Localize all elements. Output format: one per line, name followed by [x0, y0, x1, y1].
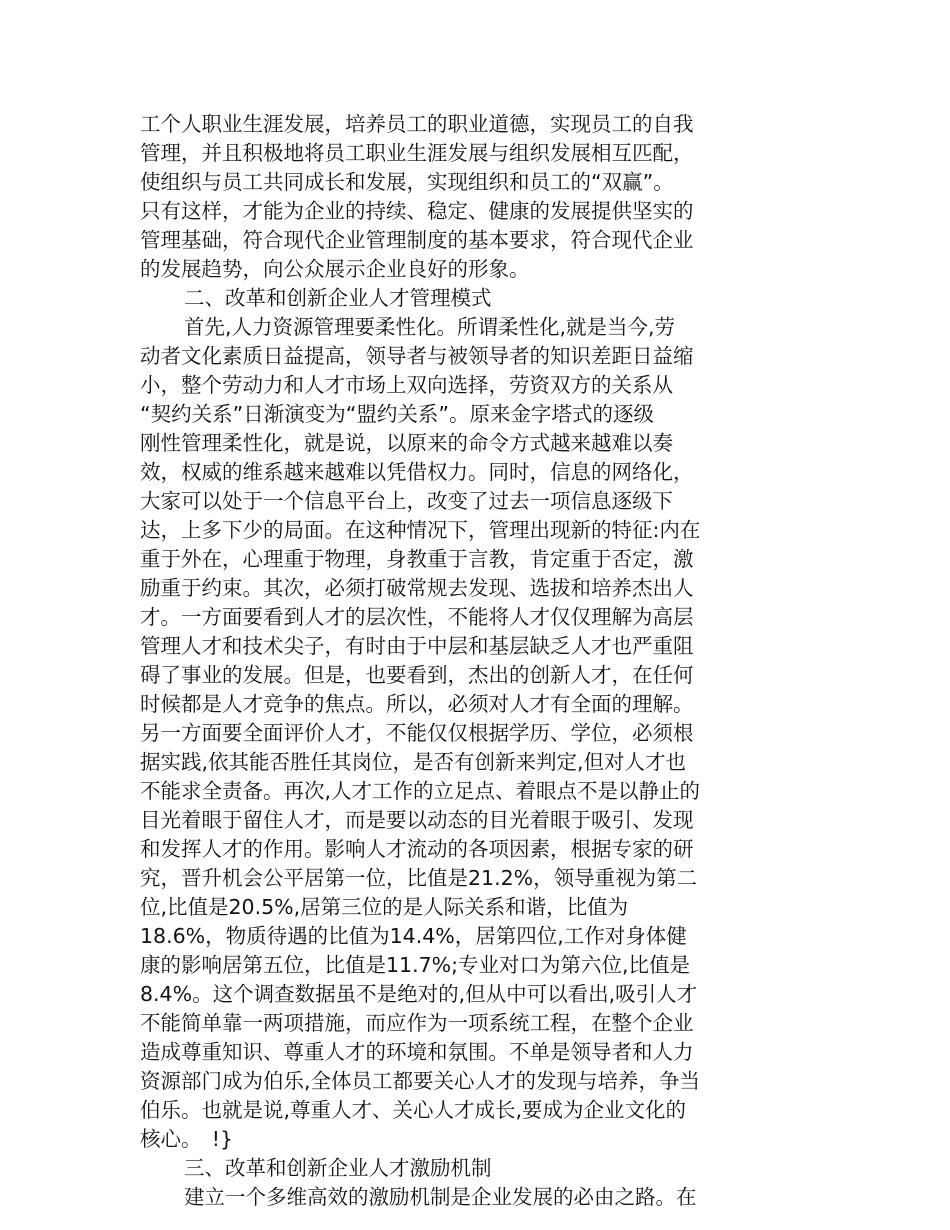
text-line: 另一方面要全面评价人才，不能仅仅根据学历、学位，必须根	[140, 721, 694, 745]
text-line: 康的影响居第五位，比值是11.7%;专业对口为第六位,比值是	[140, 953, 691, 977]
text-line: 伯乐。也就是说,尊重人才、关心人才成长,要成为企业文化的	[140, 1098, 687, 1122]
text-line: 效，权威的维系越来越难以凭借权力。同时，信息的网络化，	[140, 460, 694, 484]
text-line: 8.4%。这个调查数据虽不是绝对的,但从中可以看出,吸引人才	[140, 982, 698, 1006]
text-line: 和发挥人才的作用。影响人才流动的各项因素，根据专家的研	[140, 837, 694, 861]
text-line: 的发展趋势，向公众展示企业良好的形象。	[140, 257, 530, 281]
text-line: 核心。 !}	[140, 1127, 234, 1151]
text-line: 工个人职业生涯发展，培养员工的职业道德，实现员工的自我	[140, 112, 694, 136]
text-line: 资源部门成为伯乐,全体员工都要关心人才的发现与培养，争当	[140, 1069, 701, 1093]
text-line: 位,比值是20.5%,居第三位的是人际关系和谐，比值为	[140, 895, 629, 919]
text-line: 碍了事业的发展。但是，也要看到，杰出的创新人才，在任何	[140, 663, 694, 687]
text-line: 不能简单靠一两项措施，而应作为一项系统工程，在整个企业	[140, 1011, 694, 1035]
text-line: 18.6%，物质待遇的比值为14.4%，居第四位,工作对身体健	[140, 924, 687, 948]
text-line: 动者文化素质日益提高，领导者与被领导者的知识差距日益缩	[140, 344, 694, 368]
text-line: 造成尊重知识、尊重人才的环境和氛围。不单是领导者和人力	[140, 1040, 694, 1064]
text-line: 重于外在，心理重于物理，身教重于言教，肯定重于否定，激	[140, 547, 694, 571]
text-line: 据实践,依其能否胜任其岗位，是否有创新来判定,但对人才也	[140, 750, 687, 774]
text-line: 才。一方面要看到人才的层次性，不能将人才仅仅理解为高层	[140, 605, 694, 629]
document-body	[140, 110, 760, 1212]
text-line: 管理，并且积极地将员工职业生涯发展与组织发展相互匹配，	[140, 141, 694, 165]
text-line: 大家可以处于一个信息平台上，改变了过去一项信息逐级下	[140, 489, 673, 513]
text-line: 小，整个劳动力和人才市场上双向选择，劳资双方的关系从	[140, 373, 673, 397]
text-line: 励重于约束。其次，必须打破常规去发现、选拔和培养杰出人	[140, 576, 694, 600]
text-line: 不能求全责备。再次,人才工作的立足点、着眼点不是以静止的	[140, 779, 701, 803]
text-line: 究，晋升机会公平居第一位，比值是21.2%，领导重视为第二	[140, 866, 698, 890]
text-line: “契约关系”日渐演变为“盟约关系”。原来金字塔式的逐级	[140, 402, 654, 426]
paragraph-first-line: 三、改革和创新企业人才激励机制	[184, 1156, 492, 1180]
paragraph-first-line: 建立一个多维高效的激励机制是企业发展的必由之路。在	[184, 1185, 697, 1209]
paragraph-first-line: 二、改革和创新企业人才管理模式	[184, 286, 492, 310]
text-line: 刚性管理柔性化，就是说，以原来的命令方式越来越难以奏	[140, 431, 673, 455]
text-line: 使组织与员工共同成长和发展，实现组织和员工的“双赢”。	[140, 170, 674, 194]
text-line: 管理基础，符合现代企业管理制度的基本要求，符合现代企业	[140, 228, 694, 252]
text-line: 管理人才和技术尖子，有时由于中层和基层缺乏人才也严重阻	[140, 634, 694, 658]
text-line: 时候都是人才竞争的焦点。所以，必须对人才有全面的理解。	[140, 692, 694, 716]
text-line: 达，上多下少的局面。在这种情况下，管理出现新的特征:内在	[140, 518, 701, 542]
text-line: 只有这样，才能为企业的持续、稳定、健康的发展提供坚实的	[140, 199, 694, 223]
paragraph-first-line: 首先,人力资源管理要柔性化。所谓柔性化,就是当今,劳	[184, 315, 676, 339]
text-line: 目光着眼于留住人才，而是要以动态的目光着眼于吸引、发现	[140, 808, 694, 832]
